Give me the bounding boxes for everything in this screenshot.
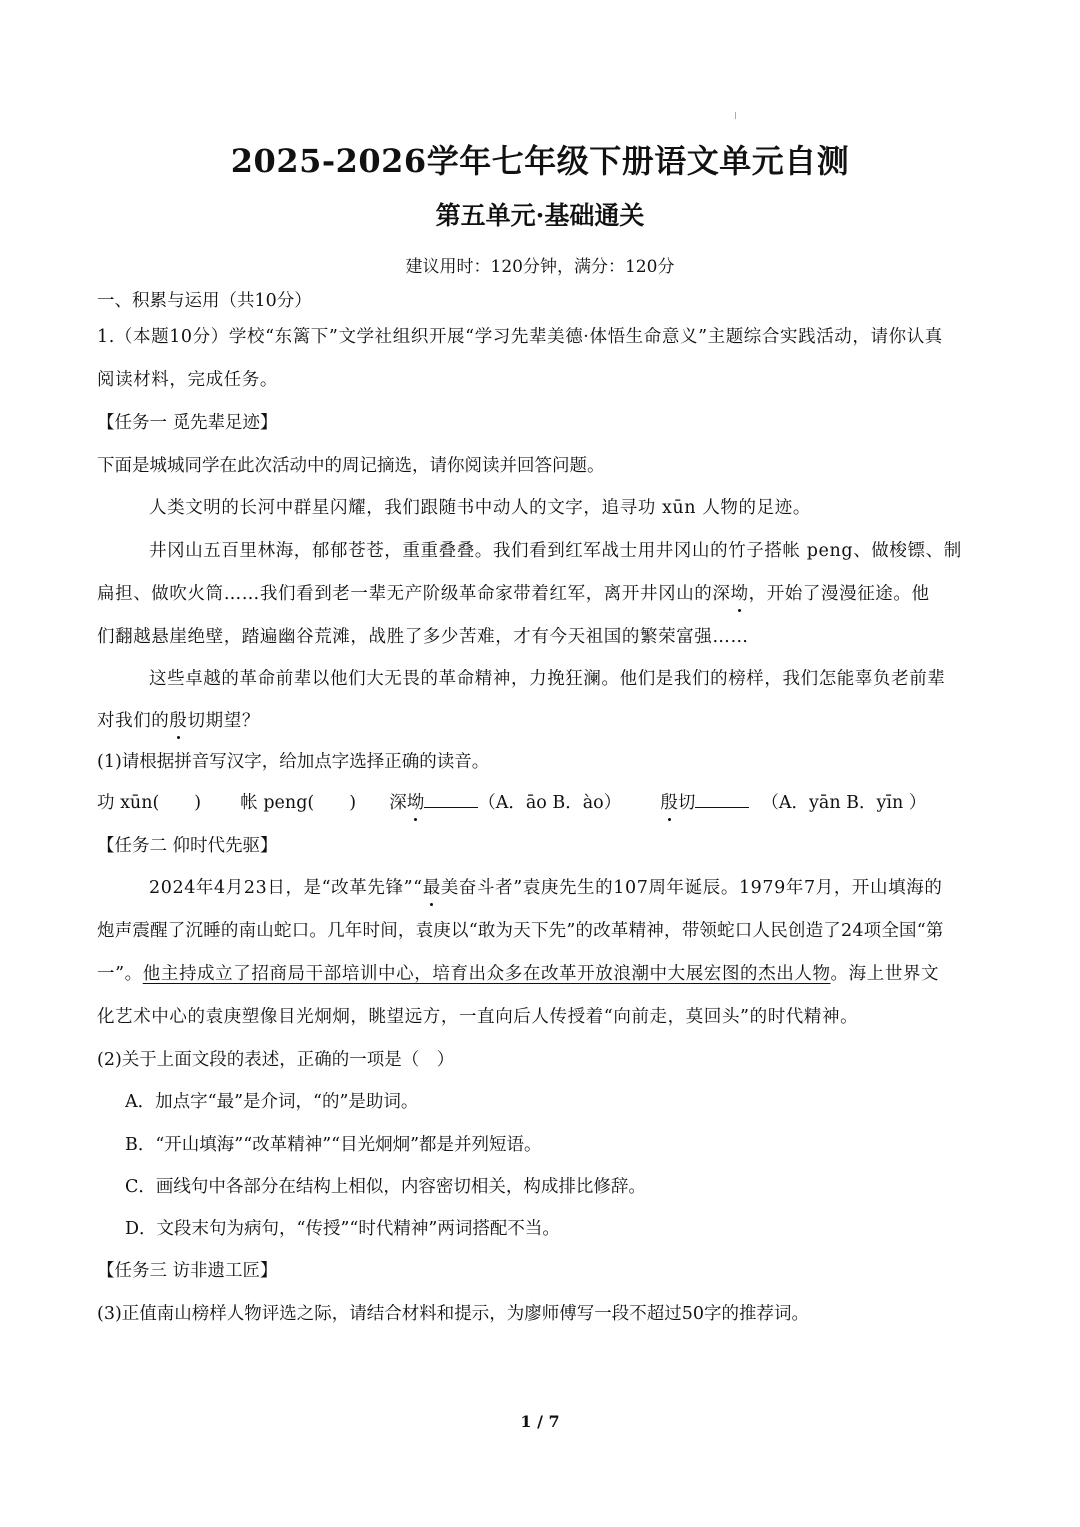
page-number: 1 / 7 (520, 1412, 560, 1431)
answer-blank[interactable] (695, 790, 749, 809)
option-b: B．“开山填海”“改革精神”“目光炯炯”都是并列短语。 (125, 1135, 542, 1155)
option-c: C．画线句中各部分在结构上相似，内容密切相关，构成排比修辞。 (125, 1177, 646, 1197)
section-heading: 一、积累与运用（共10分） (97, 291, 312, 311)
sub-question-1: (1)请根据拼音写汉字，给加点字选择正确的读音。 (97, 752, 490, 772)
passage-paragraph-2-line-2: 扁担、做吹火筒……我们看到老一辈无产阶级革命家带着红军，离开井冈山的深坳，开始了漫漫征途。他 (97, 584, 930, 604)
task-3-title: 【任务三 访非遗工匠】 (97, 1261, 278, 1281)
question-1-line-1: 1.（本题10分）学校“东篱下”文学社组织开展“学习先辈美德·体悟生命意义”主题综合实践活动，请你认真 (97, 327, 943, 347)
option-d: D．文段末句为病句，“传授”“时代精神”两词搭配不当。 (125, 1219, 560, 1239)
passage-paragraph-2-line-3: 们翻越悬崖绝壁，踏遍幽谷荒滩，战胜了多少苦难，才有今天祖国的繁荣富强…… (97, 627, 749, 647)
answer-blank[interactable] (424, 790, 478, 809)
task-2-paragraph-line-2: 炮声震醒了沉睡的南山蛇口。几年时间，袁庚以“敢为天下先”的改革精神，带领蛇口人民创造了24项全国“第 (97, 921, 944, 941)
dotted-char: 坳 (406, 793, 425, 813)
task-1-title: 【任务一 觅先辈足迹】 (97, 413, 278, 433)
sub-question-1-answers: 功 xūn( ) 帐 peng( ) 深坳 （A．āo B．ào） 殷切 （A．yān B．yīn ） (97, 789, 926, 814)
task-2-paragraph-line-1: 2024年4月23日，是“改革先锋”“最美奋斗者”袁庚先生的107周年诞辰。1979年7月，开山填海的 (149, 878, 943, 898)
page-title: 2025-2026学年七年级下册语文单元自测 (230, 142, 850, 180)
passage-paragraph-3-line-2: 对我们的殷切期望？ (97, 711, 260, 731)
scan-mark (735, 112, 736, 119)
underlined-sentence: 他主持成立了招商局干部培训中心，培育出众多在改革开放浪潮中大展宏图的杰出人物 (142, 964, 831, 984)
option-a: A．加点字“最”是介词，“的”是助词。 (125, 1092, 419, 1112)
timing-info: 建议用时：120分钟，满分：120分 (405, 257, 675, 277)
passage-paragraph-3-line-1: 这些卓越的革命前辈以他们大无畏的革命精神，力挽狂澜。他们是我们的榜样，我们怎能辜负老前辈 (149, 669, 946, 689)
dotted-char: 殷 (660, 793, 678, 813)
sub-question-3: (3)正值南山榜样人物评选之际，请结合材料和提示，为廖师傅写一段不超过50字的推荐词。 (97, 1304, 810, 1324)
dotted-char: 最 (422, 878, 441, 898)
task-2-title: 【任务二 仰时代先驱】 (97, 836, 278, 856)
task-2-paragraph-line-4: 化艺术中心的袁庚塑像目光炯炯，眺望远方，一直向后人传授着“向前走，莫回头”的时代精神。 (97, 1007, 859, 1027)
dotted-char: 坳 (730, 584, 749, 604)
passage-paragraph-2-line-1: 井冈山五百里林海，郁郁苍苍，重重叠叠。我们看到红军战士用井冈山的竹子搭帐 peng、做梭镖、制 (149, 541, 962, 561)
task-1-intro: 下面是城城同学在此次活动中的周记摘选，请你阅读并回答问题。 (97, 456, 605, 476)
page-subtitle: 第五单元·基础通关 (435, 201, 645, 230)
sub-question-2: (2)关于上面文段的表述，正确的一项是（ ） (97, 1050, 455, 1070)
question-1-line-2: 阅读材料，完成任务。 (97, 370, 278, 390)
dotted-char: 殷 (169, 711, 188, 731)
task-2-paragraph-line-3: 一”。他主持成立了招商局干部培训中心，培育出众多在改革开放浪潮中大展宏图的杰出人物。海上世界文 (97, 964, 940, 984)
passage-paragraph-1: 人类文明的长河中群星闪耀，我们跟随书中动人的文字，追寻功 xūn 人物的足迹。 (149, 498, 811, 518)
